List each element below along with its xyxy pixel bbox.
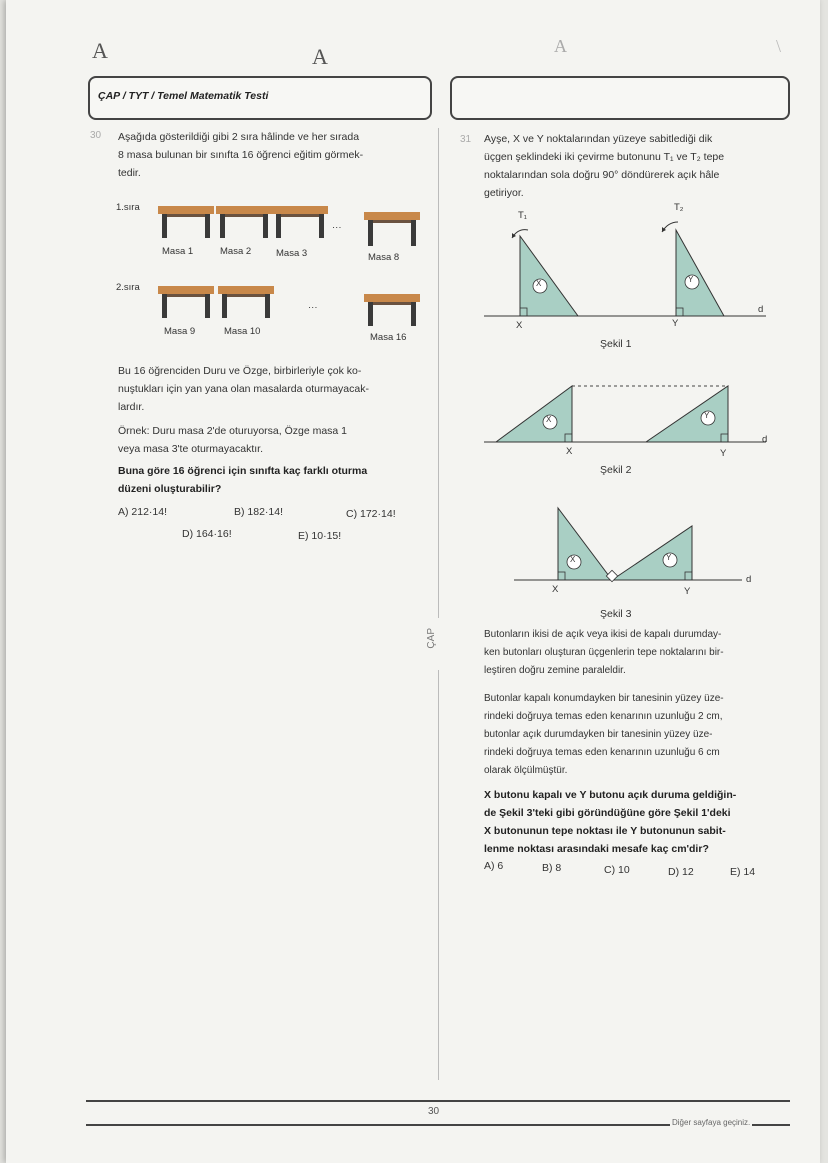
q31-question-line4: lenme noktası arasındaki mesafe kaç cm'dir?: [484, 843, 709, 855]
table-row-2: [158, 286, 420, 326]
q31-para2-line5: olarak ölçülmüştür.: [484, 765, 568, 776]
label-masa-3: Masa 3: [276, 248, 308, 259]
label-masa-8: Masa 8: [368, 252, 400, 263]
booklet-letter-right: A: [554, 36, 567, 56]
q31-para1-line2: ken butonları oluşturan üçgenlerin tepe noktalarını bir-: [484, 647, 724, 658]
row2-label: 2.sıra: [116, 282, 140, 293]
q31-question-line2: de Şekil 3'teki gibi göründüğüne göre Şekil 1'deki: [484, 807, 731, 819]
q30-example-line1: Örnek: Duru masa 2'de oturuyorsa, Özge masa 1: [118, 425, 348, 437]
fig3-triangle-y: [612, 526, 692, 580]
q30-question-line2: düzeni oluşturabilir?: [118, 483, 222, 495]
booklet-letter-left: A: [92, 38, 108, 63]
table-masa-16: [364, 294, 420, 326]
next-page-note: Diğer sayfaya geçiniz.: [672, 1118, 751, 1127]
figure-1: [484, 222, 766, 316]
column-divider-top: [438, 128, 439, 618]
label-masa-2: Masa 2: [220, 246, 252, 257]
q30-example: [118, 422, 428, 458]
table-masa-10: [218, 286, 274, 318]
q30-paragraph: [118, 362, 428, 416]
q30-option-a[interactable]: A) 212·14!: [118, 506, 168, 518]
fig1-label-d: d: [758, 304, 764, 315]
q31-intro-line2: üçgen şeklindeki iki çevirme butonunu T₁ ve T₂ tepe: [484, 151, 725, 163]
q31-paragraph-2: [484, 690, 790, 780]
fig1-triangle-y: [676, 230, 724, 316]
table-masa-1: [158, 206, 214, 238]
q30-example-line2: veya masa 3'te oturmayacaktır.: [118, 443, 263, 455]
q30-para-line3: lardır.: [118, 401, 145, 413]
fig3-label-d: d: [746, 574, 752, 585]
label-masa-16: Masa 16: [370, 332, 407, 343]
fig1-circle-x-label: X: [536, 279, 542, 288]
fig2-circle-y-label: Y: [704, 411, 710, 420]
q31-para2-line1: Butonlar kapalı konumdayken bir tanesinin yüzey üze-: [484, 693, 724, 704]
q31-paragraph-1: [484, 626, 790, 680]
row2-ellipsis: ···: [308, 302, 318, 313]
fig1-label-x: X: [516, 320, 523, 331]
q31-question-line3: X butonunun tepe noktası ile Y butonunun sabit-: [484, 825, 726, 837]
page-number: 30: [428, 1106, 440, 1117]
q31-option-c[interactable]: C) 10: [604, 864, 630, 876]
figure-3: [514, 508, 742, 582]
q30-intro-line2: 8 masa bulunan bir sınıfta 16 öğrenci eğitim görmek-: [118, 149, 364, 161]
q30-intro: [118, 128, 428, 182]
footer-rule-top: [86, 1100, 790, 1102]
q31-para2-line2: rindeki doğruya temas eden kenarının uzunluğu 2 cm,: [484, 711, 723, 722]
table-masa-2: [216, 206, 272, 238]
q31-question-line1: X butonu kapalı ve Y butonu açık duruma geldiğin-: [484, 789, 737, 801]
q30-option-d[interactable]: D) 164·16!: [182, 528, 232, 540]
empty-header-box: [450, 76, 790, 120]
fig1-circle-y-label: Y: [688, 275, 694, 284]
question-number-31: 31: [460, 134, 472, 145]
fig3-label-y: Y: [684, 586, 691, 597]
label-masa-10: Masa 10: [224, 326, 261, 337]
fig1-label-t1: T₁: [518, 210, 528, 221]
table-masa-3: [272, 206, 328, 238]
fig3-label-x: X: [552, 584, 559, 595]
fig3-circle-x-label: X: [570, 555, 576, 564]
label-masa-1: Masa 1: [162, 246, 194, 257]
figure-1-caption: Şekil 1: [600, 338, 632, 350]
fig2-circle-x-label: X: [546, 415, 552, 424]
fig2-label-d: d: [762, 434, 768, 445]
q31-figures: [6, 0, 7, 1]
q30-option-c[interactable]: C) 172·14!: [346, 508, 396, 520]
fig2-label-x: X: [566, 446, 573, 457]
fig1-label-y: Y: [672, 318, 679, 329]
figure-2-caption: Şekil 2: [600, 464, 632, 476]
q30-intro-line3: tedir.: [118, 167, 141, 179]
q31-option-a[interactable]: A) 6: [484, 860, 504, 872]
booklet-letter-far: \: [776, 36, 782, 56]
row1-label: 1.sıra: [116, 202, 140, 213]
q31-intro-line3: noktalarından sola doğru 90° döndürerek açık hâle: [484, 169, 720, 181]
q31-intro: [484, 130, 784, 202]
test-title: ÇAP / TYT / Temel Matematik Testi: [98, 90, 269, 102]
q30-para-line1: Bu 16 öğrenciden Duru ve Özge, birbirleriyle çok ko-: [118, 365, 362, 377]
fig1-label-t2: T₂: [674, 202, 684, 213]
table-row-1: [158, 206, 420, 246]
fig3-circle-y-label: Y: [666, 553, 672, 562]
table-masa-8: [364, 212, 420, 246]
figure-3-caption: Şekil 3: [600, 608, 632, 620]
q31-para1-line3: leştiren doğru zemine paraleldir.: [484, 665, 626, 676]
q31-option-b[interactable]: B) 8: [542, 862, 562, 874]
q31-intro-line4: getiriyor.: [484, 187, 524, 199]
q30-para-line2: nuştukları için yan yana olan masalarda oturmayacak-: [118, 383, 369, 395]
q31-question: [484, 786, 790, 858]
exam-page: [6, 0, 820, 1163]
q30-intro-line1: Aşağıda gösterildiği gibi 2 sıra hâlinde ve her sırada: [118, 131, 360, 143]
q31-option-d[interactable]: D) 12: [668, 866, 694, 878]
fig1-triangle-x: [520, 236, 578, 316]
q30-option-b[interactable]: B) 182·14!: [234, 506, 284, 518]
q31-para1-line1: Butonların ikisi de açık veya ikisi de kapalı durumday-: [484, 629, 722, 640]
q31-para2-line4: rindeki doğruya temas eden kenarının uzunluğu 6 cm: [484, 747, 720, 758]
q31-intro-line1: Ayşe, X ve Y noktalarından yüzeye sabitlediği dik: [484, 133, 713, 145]
fig3-triangle-x: [558, 508, 612, 580]
question-number-30: 30: [90, 130, 102, 141]
fig2-label-y: Y: [720, 448, 727, 459]
q30-option-e[interactable]: E) 10·15!: [298, 530, 342, 542]
fig2-triangle-y: [646, 386, 728, 442]
q31-para2-line3: butonlar açık durumdayken bir tanesinin yüzey üze-: [484, 729, 713, 740]
side-label: ÇAP: [426, 628, 437, 649]
q30-question: [118, 462, 428, 498]
table-masa-9: [158, 286, 214, 318]
test-title-box: [88, 76, 432, 120]
q30-question-line1: Buna göre 16 öğrenci için sınıfta kaç farklı oturma: [118, 465, 368, 477]
booklet-letter-mid: A: [312, 44, 328, 69]
figure-2: [484, 386, 766, 442]
fig2-triangle-x: [496, 386, 572, 442]
label-masa-9: Masa 9: [164, 326, 196, 337]
row1-ellipsis: ···: [332, 222, 342, 233]
q31-option-e[interactable]: E) 14: [730, 866, 756, 878]
column-divider-bottom: [438, 670, 439, 1080]
